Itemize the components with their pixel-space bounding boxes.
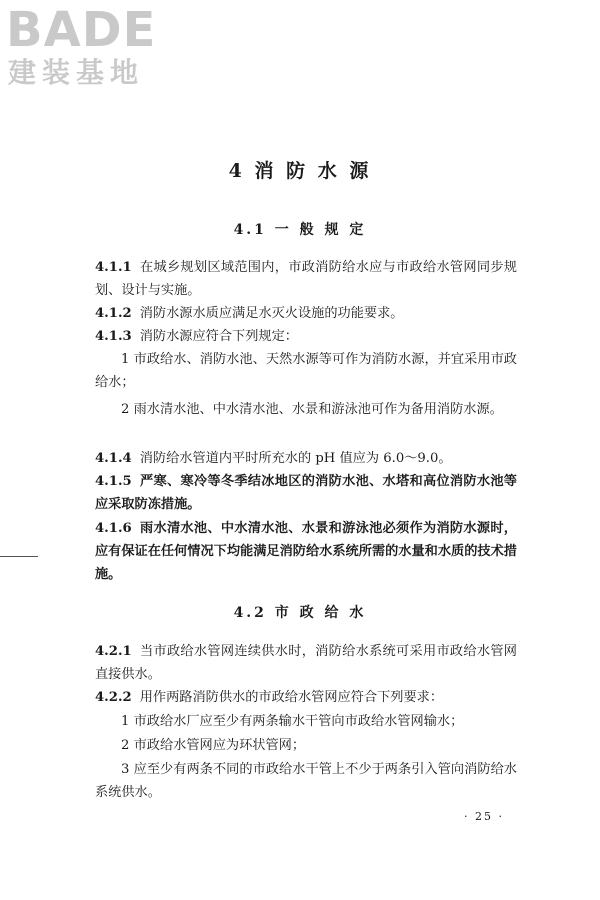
clause-text: 用作两路消防供水的市政给水管网应符合下列要求：	[139, 690, 444, 705]
watermark-logo	[6, 4, 176, 96]
clause-number: 4.1.6	[95, 521, 132, 536]
clause-text: 当市政给水管网连续供水时，消防给水系统可采用市政给水管网直接供水。	[95, 644, 517, 682]
section-title-4-1: 4.1 一 般 规 定	[233, 222, 367, 238]
margin-mark	[0, 556, 38, 557]
clause-number: 4.1.3	[95, 329, 132, 344]
clause-4-2-2	[95, 686, 517, 709]
clause-4-1-3-item-2: 2 雨水清水池、中水清水池、水景和游泳池可作为备用消防水源。	[121, 402, 503, 417]
clause-number: 4.1.2	[95, 306, 132, 321]
clause-number: 4.2.2	[95, 690, 132, 705]
clause-4-1-2	[95, 302, 517, 325]
clause-4-1-5	[95, 470, 517, 516]
clause-text: 雨水清水池、中水清水池、水景和游泳池必须作为消防水源时，应有保证在任何情况下均能满足消防给水系统所需的水量和水质的技术措施。	[95, 521, 517, 582]
clause-text: 消防水源水质应满足水灭火设施的功能要求。	[139, 306, 404, 321]
clause-4-1-3	[95, 325, 517, 348]
clause-number: 4.1.1	[95, 260, 132, 275]
clause-number: 4.1.5	[95, 474, 132, 489]
page-number: · 25 ·	[464, 810, 504, 823]
clause-4-1-3-item-1: 1 市政给水、消防水池、天然水源等可作为消防水源，并宜采用市政给水；	[95, 352, 517, 390]
watermark-subtitle: 建装基地	[8, 56, 145, 89]
clause-4-1-1	[95, 256, 517, 302]
clause-text: 在城乡规划区域范围内，市政消防给水应与市政给水管网同步规划、设计与实施。	[95, 260, 517, 298]
clause-text: 消防水源应符合下列规定：	[139, 329, 298, 344]
clause-4-1-4	[95, 447, 517, 470]
clause-4-2-2-item-1: 1 市政给水厂应至少有两条输水干管向市政给水管网输水；	[121, 714, 464, 729]
clause-4-2-2-item-3: 3 应至少有两条不同的市政给水干管上不少于两条引入管向消防给水系统供水。	[95, 762, 517, 800]
section-title-4-2: 4.2 市 政 给 水	[233, 605, 367, 621]
clause-number: 4.2.1	[95, 644, 132, 659]
clause-text: 消防给水管道内平时所充水的 pH 值应为 6.0～9.0。	[139, 451, 452, 466]
clause-text: 严寒、寒冷等冬季结冰地区的消防水池、水塔和高位消防水池等应采取防冻措施。	[95, 474, 517, 512]
clause-4-2-2-item-2: 2 市政给水管网应为环状管网；	[121, 738, 306, 753]
watermark-brand: BADE	[6, 2, 157, 58]
clause-4-1-6	[95, 517, 517, 586]
clause-4-2-1	[95, 640, 517, 686]
clause-number: 4.1.4	[95, 451, 132, 466]
chapter-title: 4 消 防 水 源	[228, 160, 372, 182]
